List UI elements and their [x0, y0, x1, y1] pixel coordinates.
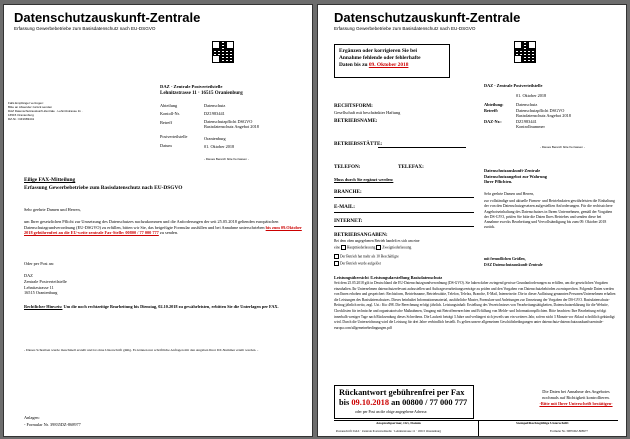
attachments-label: Anlagen: — [24, 415, 40, 420]
employees-option: Der Betrieb hat mehr als 10 Beschäftigte — [334, 254, 399, 259]
form-date: 01. Oktober 2018 — [516, 93, 547, 98]
signature-divider — [478, 420, 479, 437]
return-address: Falls Empfänger verzogen: Bitte an Absender zurück senden DAZ Datenschutzauskunft-Zentrale · Lehnitzstrasse 11 · 16515 Oranienburg DZ-Nr.: DZ1983441 — [8, 101, 83, 121]
betriebsstaette-line — [378, 147, 466, 148]
letter-page — [3, 4, 313, 437]
email-field[interactable] — [334, 212, 474, 213]
qr-code-icon — [514, 41, 536, 63]
telefax-label: TELEFAX: — [398, 164, 424, 170]
telefon-label: TELEFON: — [334, 164, 361, 170]
verification-note: Die Daten bei Annahme des Angebotes nochmals auf Richtigkeit kontrollieren. -Bitte mit Ihrer Unterschrift bestätigen- — [539, 389, 613, 406]
page-title: Datenschutzauskunft-Zentrale — [334, 10, 521, 25]
qr-code-icon — [212, 41, 234, 63]
right-closing: mit freundlichen Grüßen, — [484, 257, 526, 261]
info-labels: Abteilung: Betreff: DAZ-Nr.: — [484, 102, 504, 124]
hauptniederlassung-checkbox[interactable] — [341, 245, 346, 250]
reply-post: oder per Post an die obige angegebene Adresse. — [355, 410, 428, 414]
legal-notice: Rechtlicher Hinweis: Um die noch rechtzeitige Bearbeitung bis Dienstag, 02.10.2018 zu gewährleisten, erbitten Sie die Unterlagen per FAX. — [24, 304, 279, 309]
betriebsstaette-label: BETRIEBSSTÄTTE: — [334, 141, 383, 147]
info-values: Datenschutz DZ1983441 Datenschutzpflicht DSGVO Basisdatenschutz Angebot 2018 Oranienburg 01. Oktober 2018 — [204, 103, 259, 150]
form-page — [317, 4, 627, 437]
daz-address: DAZ - Zentrale Postverteilstelle — [484, 83, 543, 88]
fax-heading: Eilige FAX-Mitteilung — [24, 177, 76, 183]
employees-checkbox[interactable] — [334, 254, 339, 259]
staff-label: BETRIEBSANGABEN: — [334, 232, 388, 238]
service-heading: Leistungsübersicht /Leistungsdarstellung Basisdatenschutz — [334, 275, 443, 280]
branche-field[interactable] — [334, 197, 474, 198]
zweigniederlassung-checkbox[interactable] — [376, 245, 381, 250]
right-greeting: Sehr geehrte Damen und Herren, — [484, 192, 535, 196]
body-paragraph: um Ihrer gesetzlichen Pflicht zur Umsetzung des Datenschutzes nachzukommen und die Anforderungen der seit 25.05.2018 geltenden europäischen Datenschutzgrundverordnung (EU-DSGVO) zu erfüllen, bitten wir Sie, das beigefügte Formular ausfüllen und bei Annahme unterschrieben bis zum 09.Oktober 2018 gebührenfrei an die EU-weite zentrale Fax-Stelle: 00800 / 77 000 777 zu senden. — [24, 219, 302, 236]
rechtsform-label: RECHTSFORM: — [334, 103, 373, 109]
page-subtitle: Erfassung Gewerbebetriebe zum Basisdatenschutz nach EU-DSGVO — [334, 26, 476, 31]
sig-right-label: Stempel/Rechtsgültige Unterschrift — [516, 421, 569, 425]
betriebsname-label: BETRIEBSNAME: — [334, 118, 378, 124]
mandatory-note: Muss durch Sie ergänzt werden: — [334, 177, 394, 182]
footer-right: Formular Nr. 39835DZ-868977 — [550, 429, 588, 433]
service-text: Seit dem 25.05.2018 gilt in Deutschland die EU-Datenschutzgrundverordnung (DS-GVO). Sie haben daher zwingend gewisse Grundanforderungen zu erfüllen, um die gesetzlichen Vorgaben einzuhalten. Ihr Unternehmen datenschutzrelevant aufzustellen und Auftragsverarbeitungsverträge zu prüfen und den Vorgaben von Datenschutzbehörden zu entsprechen. Folgende Daten werden von Ihnen erhoben und gespeichert: Rechtsform, Betriebsname, Betriebsstätte, Telefon, Telefax, Branche, E-Mail, Internetseite. Die in dieser Auflistung genannten Personen/Unternehmen erhalten die Leistungen des Basisdatenschutzes. Dieses beinhaltet Informationsmaterial, ausführliche Muster, Formulare und Anleitungen zur Umsetzung der Vorgaben der DS-GVO. Basisdatenschutz-Beitrag jährlich netto, zzgl. Ust.: Kto 498. Die Berechnung erfolgt jährlich. Leistungsinhalt: Erstellung des Verzeichnisses von Verarbeitungstätigkeiten, Datenschutzerklärung für die Website, Checklisten für technische und organisatorische Maßnahmen, Umgang mit Betroffenenrechten und Erfüllung von Melde- und Informationspflichten. Bitte beachten: Ihre Bearbeitung erfolgt innerhalb weniger Tage nach Rücksendung dieses Schreibens. Die Laufzeit beträgt 3 Jahre und verlängert sich jeweils um ein weiteres Jahr, sofern nicht 3 Monate vor Ablauf schriftlich gekündigt wird. Durch die Unterzeichnung wird die Leistung für drei Jahre verbindlich bestellt. Es gelten unsere allgemeinen Geschäftsbedingungen unter datenschutz-datenschutzauskunftszentrale-europa.com/allgemeinebedingungen.pdf — [334, 281, 616, 330]
info-values: Datenschutz Datenschutzpflicht DSGVO Basisdatenschutz Angebot 2018 DZ1983441 Kontrollnummer — [516, 102, 571, 130]
branch-type: eine Hauptniederlassung Zweigniederlassung — [334, 245, 412, 250]
attachment-item: - Formular Nr. 39835DZ-868977 — [24, 422, 81, 427]
greeting: Sehr geehrte Damen und Herren, — [24, 207, 81, 212]
reply-box — [334, 385, 474, 419]
sig-left-label: Ansprechpartner, Ort, Datum — [376, 421, 421, 425]
page-subtitle: Erfassung Gewerbebetriebe zum Basisdatenschutz nach EU-DSGVO — [14, 26, 156, 31]
staff-text: Bei dem oben angegebenen Betrieb handelt es sich um eine — [334, 239, 420, 243]
dissolved-option: Der Betrieb wurde aufgelöst — [334, 261, 381, 266]
right-signature: DAZ Datenschutzauskunft-Zentrale — [484, 263, 543, 267]
rechtsform-value: Gesellschaft mit beschränkter Haftung — [334, 110, 401, 115]
internet-label: INTERNET: — [334, 218, 363, 224]
reply-title: Rückantwort gebührenfrei per Fax — [339, 388, 465, 397]
detach-hint: - Dieses Bereich bitte frei lassen - — [204, 157, 249, 161]
sender-line1: DAZ - Zentrale Postverteilstelle — [160, 84, 223, 89]
post-address: DAZ Zentrale Postverteilstelle Lehnitzstrasse 11 16515 Oranienburg — [24, 273, 67, 296]
branche-label: BRANCHE: — [334, 189, 362, 195]
footer-note: - Dieses Schreiben wurde maschinell erstellt und ist ohne Unterschrift gültig. Es können nur schriftliche Anfragen mit den Angaben Ihrer DZ-Nummer erteilt werden. - — [24, 348, 259, 352]
reply-line: bis 09.10.2018 an 00800 / 77 000 777 — [339, 398, 468, 407]
info-labels: Abteilung Kontoll-Nr. Betreff Postverteilstelle Datum — [160, 103, 188, 148]
dissolved-checkbox[interactable] — [334, 261, 339, 266]
detach-hint: - Dieses Bereich bitte frei lassen - — [540, 145, 585, 149]
right-heading: Datenschutzauskunft-Zentrale Datenschutzangebot zur Wahrung Ihrer Pflichten. — [484, 168, 547, 185]
post-intro: Oder per Post an: — [24, 261, 54, 266]
sender-line2: Lehnitzstrasse 11 · 16515 Oranienburg — [160, 91, 243, 96]
page-title: Datenschutzauskunft-Zentrale — [14, 10, 201, 25]
email-label: E-MAIL: — [334, 204, 356, 210]
correction-box: Ergänzen oder korrigieren Sie bei Annahme fehlende oder fehlerhafte Daten bis zu 09. Oktober 2018 — [334, 44, 450, 78]
fax-subheading: Erfassung Gewerbebetriebe zum Basisdatenschutz nach EU-DSGVO — [24, 185, 183, 191]
footer-left: Postanschrift: DAZ · Zentrale Postverteilstelle · Lehnitzstrasse 11 · 16515 Oranienburg — [336, 429, 441, 433]
internet-field[interactable] — [334, 226, 474, 227]
right-body: zur vollständige und aktuelle Firmen- und Betriebsdaten gewährleisten die Einhaltung der von den Datenschutzgesetzen aufgestellten Anforderungen. Für die rechtssichere Angebotseinhaltung des Datenschutzes in Ihrem Unternehmen, gemäß der Vorgaben der DS-GVO, prüfen Sie bitte die Daten Ihres Betriebes und senden diese bei Annahme zwecks Bearbeitung und Vervollständigung bis zum 09. Oktober 2018 zurück. — [484, 199, 615, 230]
